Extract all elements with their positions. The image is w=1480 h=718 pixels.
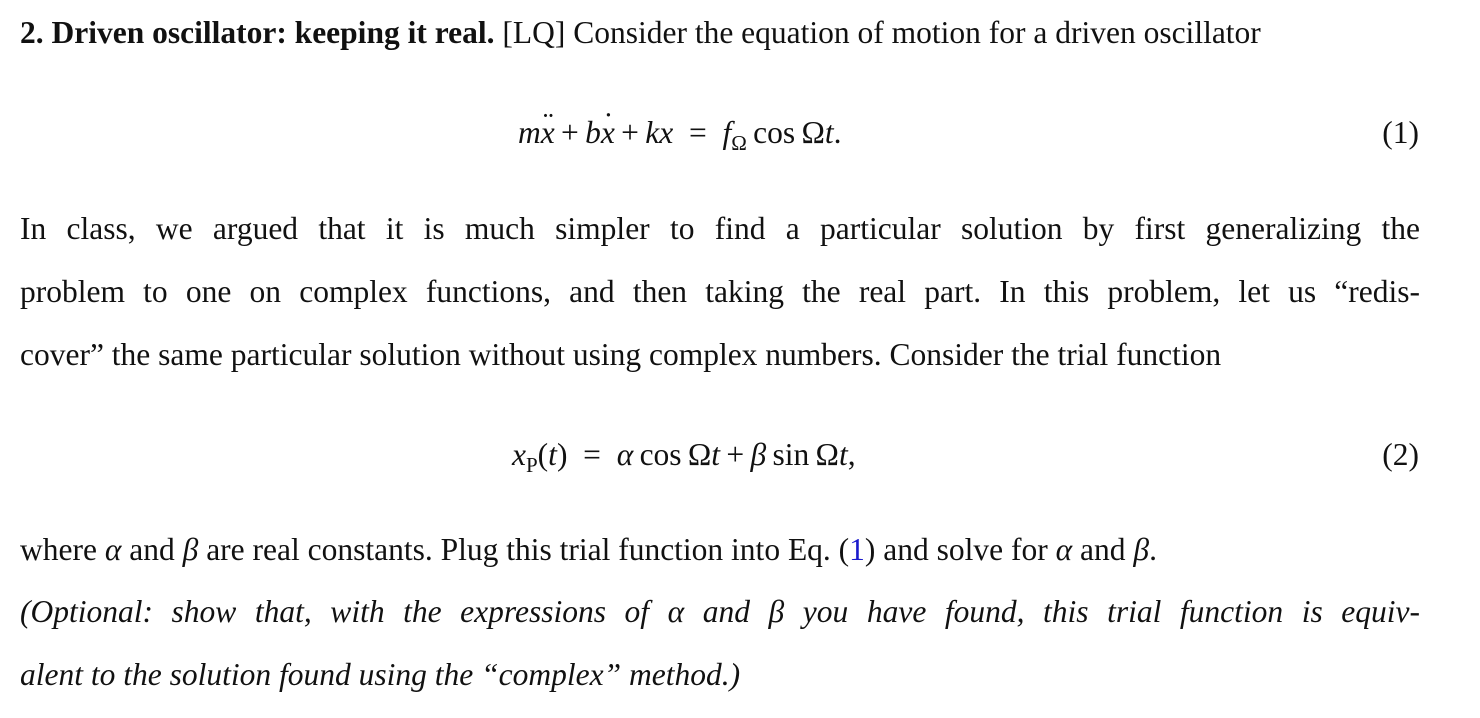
equation-1-number: (1) bbox=[1382, 115, 1419, 150]
equation-2 bbox=[0, 433, 1480, 477]
problem-intro: Consider the equation of motion for a driven oscillator bbox=[573, 15, 1261, 50]
problem-title: 2. Driven oscillator: keeping it real. bbox=[20, 15, 495, 50]
equation-1-link[interactable]: 1 bbox=[849, 532, 865, 567]
equation-1-body: m¨ x + b˙ x + kx = $f_\Omega$ cos Ωt. bbox=[518, 111, 842, 158]
beta-symbol: β bbox=[182, 532, 199, 567]
equation-1 bbox=[0, 111, 1480, 155]
paragraph-1-line-1: In class, we argued that it is much simpler to find a particular solution by first generalizing the bbox=[20, 211, 1420, 246]
equation-2-body: $x_P(t)$ = α cos Ωt + β sin Ωt, bbox=[512, 437, 856, 477]
alpha-symbol: α bbox=[104, 532, 122, 567]
problem-heading-line bbox=[20, 13, 1420, 53]
paragraph-1-line-3: cover” the same particular solution without using complex numbers. Consider the trial function bbox=[20, 337, 1222, 372]
equation-2-number: (2) bbox=[1382, 437, 1419, 472]
optional-line-2: alent to the solution found using the “complex” method.) bbox=[20, 657, 741, 692]
optional-line-1: (Optional: show that, with the expressions of α and β you have found, this trial function is equiv- bbox=[20, 594, 1421, 629]
paragraph-2-line-1: where α and β are real constants. Plug this trial function into Eq. (1) and solve for α and β. bbox=[20, 532, 1157, 567]
paragraph-1-line-2: problem to one on complex functions, and then taking the real part. In this problem, let us “redis- bbox=[20, 274, 1420, 309]
problem-tag: [LQ] bbox=[494, 15, 574, 50]
